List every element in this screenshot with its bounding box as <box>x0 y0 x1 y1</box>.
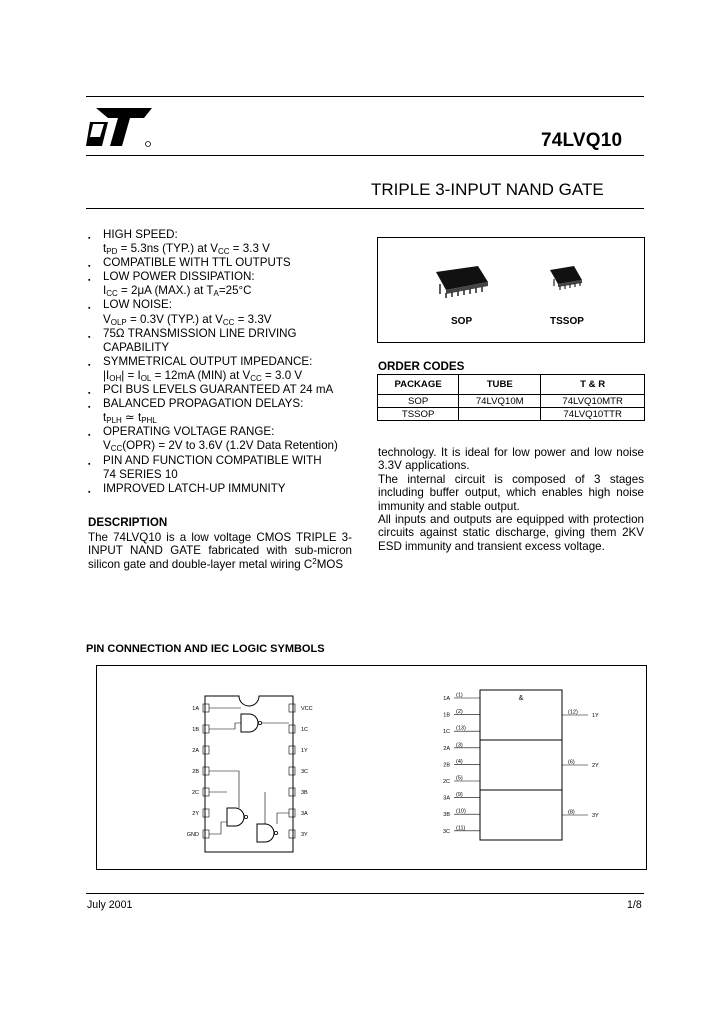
table-row <box>378 395 645 408</box>
dip-package-outline <box>205 696 293 852</box>
bullet-icon: ▪ <box>88 333 91 341</box>
iec-output-pin: (8) <box>568 809 575 816</box>
iec-input-label: 3A <box>443 795 450 802</box>
col-tube: TUBE <box>459 375 541 395</box>
feature-item: ▪ 75Ω TRANSMISSION LINE DRIVING CAPABILITY <box>88 326 297 354</box>
iec-input-pin: (2) <box>456 709 463 716</box>
pin-box-right <box>289 809 295 817</box>
pin-section-title: PIN CONNECTION AND IEC LOGIC SYMBOLS <box>86 643 325 655</box>
pin-box-left <box>203 830 209 838</box>
cell-tr: 74LVQ10MTR <box>541 395 645 408</box>
pin-label-left: 2B <box>192 769 199 775</box>
feature-item: ▪ COMPATIBLE WITH TTL OUTPUTS <box>88 256 358 270</box>
iec-input-label: 3C <box>442 828 450 835</box>
wire <box>277 813 289 824</box>
bullet-icon: ▪ <box>88 235 91 242</box>
header-rule-top <box>86 96 644 97</box>
bullet-icon: ▪ <box>88 263 91 271</box>
pin-label-left: GND <box>186 832 199 838</box>
pin-box-right <box>289 746 295 754</box>
package-chips <box>378 238 644 342</box>
iec-input-pin: (10) <box>456 808 466 815</box>
footer-rule <box>86 893 644 894</box>
st-logo <box>86 104 156 150</box>
sop-label: SOP <box>451 316 473 327</box>
iec-output-label: 1Y <box>592 713 599 719</box>
bullet-icon: ▪ <box>88 432 91 440</box>
feature-item: ▪ BALANCED PROPAGATION DELAYS: $t_{PLH}$ ≃ $t_{PHL}$ <box>88 397 304 426</box>
pin-label-left: 2C <box>191 790 199 796</box>
col-package: PACKAGE <box>378 375 459 395</box>
pin-label-right: 3C <box>301 769 309 775</box>
pin-box-left <box>203 725 209 733</box>
bullet-icon: ▪ <box>88 488 91 496</box>
pin-label-right: 1C <box>301 727 309 733</box>
cell-tube: 74LVQ10M <box>459 395 541 408</box>
tssop-label: TSSOP <box>550 316 584 327</box>
iec-output-label: 2Y <box>592 763 599 769</box>
iec-input-pin: (9) <box>456 792 463 799</box>
iec-symbol-box <box>480 690 562 840</box>
pin-connection-diagram <box>97 666 646 869</box>
order-codes-table <box>377 374 645 421</box>
feature-item: ▪ LOW POWER DISSIPATION: $I_{CC} = 2\mu A$ (MAX.) at $T_A=25^\circ C$ <box>88 270 255 299</box>
bullet-icon: ▪ <box>88 390 91 398</box>
feature-item: ▪ OPERATING VOLTAGE RANGE: $V_{CC}(OPR) = 2V$ to 3.6V (1.2V Data Retention) <box>88 425 338 454</box>
page-subtitle: TRIPLE 3-INPUT NAND GATE <box>371 180 604 199</box>
iec-input-label: 2A <box>443 745 450 752</box>
table-row <box>378 408 645 421</box>
tssop-chip-icon <box>550 266 582 290</box>
nand-gate-1 <box>241 714 258 732</box>
nand-gate-3 <box>257 824 274 842</box>
iec-input-pin: (3) <box>456 742 463 749</box>
page-number: 1/8 <box>627 899 642 911</box>
pin-label-right: 3B <box>301 790 308 796</box>
pin-box-left <box>203 704 209 712</box>
pin-box-right <box>289 788 295 796</box>
iec-input-pin: (5) <box>456 775 463 782</box>
pin-label-right: 1Y <box>301 748 308 754</box>
pin-label-left: 2A <box>192 748 199 754</box>
iec-input-pin: (13) <box>456 725 466 732</box>
order-codes-title: ORDER CODES <box>378 360 465 373</box>
iec-output-pin: (6) <box>568 759 575 766</box>
feature-item: ▪ PCI BUS LEVELS GUARANTEED AT 24 mA <box>88 383 358 397</box>
pin-box-right <box>289 767 295 775</box>
feature-item: ▪ PIN AND FUNCTION COMPATIBLE WITH 74 SERIES 10 <box>88 453 322 481</box>
feature-list <box>88 228 358 496</box>
pin-box-left <box>203 746 209 754</box>
bullet-icon: ▪ <box>88 404 91 412</box>
bullet-icon: ▪ <box>88 277 91 285</box>
description-title: DESCRIPTION <box>88 516 168 529</box>
wire <box>209 822 227 834</box>
iec-input-label: 1C <box>442 729 450 736</box>
header-rule-bottom <box>86 208 644 209</box>
header-rule-mid <box>86 155 644 156</box>
cell-package: TSSOP <box>378 408 459 421</box>
feature-item: ▪ LOW NOISE: $V_{OLP} = 0.3V$ (TYP.) at $V_{CC} = 3.3V$ <box>88 298 272 327</box>
iec-input-pin: (11) <box>456 825 466 832</box>
pin-label-left: 1A <box>192 706 199 712</box>
nand-bubble <box>244 815 247 818</box>
nand-gate-2 <box>227 808 244 826</box>
iec-input-label: 2C <box>442 779 450 785</box>
nand-bubble <box>274 831 277 834</box>
part-number: 74LVQ10 <box>541 130 623 151</box>
iec-input-pin: (1) <box>456 692 463 699</box>
description-paragraph-1: The 74LVQ10 is a low voltage CMOS TRIPLE 3-INPUT NAND GATE fabricated with sub-micron silicon gate and double-layer metal wiring $C^2MOS$ <box>88 531 352 571</box>
pin-diagram-box <box>96 665 647 870</box>
pin-label-left: 2Y <box>192 811 199 817</box>
cell-tr: 74LVQ10TTR <box>541 408 645 421</box>
pin-label-right: 3Y <box>301 832 308 838</box>
col-tr: T & R <box>541 375 645 395</box>
pin-box-left <box>203 809 209 817</box>
iec-input-label: 2B <box>443 762 450 769</box>
bullet-icon: ▪ <box>88 460 91 468</box>
feature-item: ▪ IMPROVED LATCH-UP IMMUNITY <box>88 482 358 496</box>
iec-output-pin: (12) <box>568 709 578 716</box>
iec-input-pin: (4) <box>456 758 463 765</box>
pin-box-left <box>203 788 209 796</box>
iec-output-label: 3Y <box>592 813 599 819</box>
bullet-icon: ▪ <box>88 305 91 313</box>
pin-label-left: 1B <box>192 727 199 733</box>
pin-box-right <box>289 725 295 733</box>
sop-chip-icon <box>436 266 488 298</box>
bullet-icon: ▪ <box>88 361 91 369</box>
pin-box-right <box>289 830 295 838</box>
cell-package: SOP <box>378 395 459 408</box>
description-paragraph-2: technology. It is ideal for low power and low noise 3.3V applications. The internal circuit is composed of 3 stages including buffer output, which enables high noise immunity and stable output. All inputs and outputs are equipped with protection circuits against static discharge, giving them 2KV ESD immunity and transient excess voltage. <box>378 446 644 553</box>
iec-and-symbol: & <box>518 695 524 702</box>
pin-label-right: VCC <box>301 706 313 712</box>
cell-tube <box>459 408 541 421</box>
feature-item: ▪ HIGH SPEED: $t_{PD} = 5.3ns$ (TYP.) at $V_{CC} = 3.3$ V <box>88 228 270 257</box>
pin-box-left <box>203 767 209 775</box>
wire <box>209 771 239 808</box>
package-images-box <box>377 237 645 343</box>
iec-input-label: 3B <box>443 812 450 819</box>
pin-box-right <box>289 704 295 712</box>
wire <box>209 723 241 729</box>
feature-item: ▪ SYMMETRICAL OUTPUT IMPEDANCE: $|I_{OH}| = I_{OL} = 12mA$ (MIN) at $V_{CC} = 3.0$ V <box>88 354 313 383</box>
iec-input-label: 1A <box>443 696 450 702</box>
iec-input-label: 1B <box>443 712 450 719</box>
footer-date: July 2001 <box>87 899 133 911</box>
pin-label-right: 3A <box>301 811 308 817</box>
